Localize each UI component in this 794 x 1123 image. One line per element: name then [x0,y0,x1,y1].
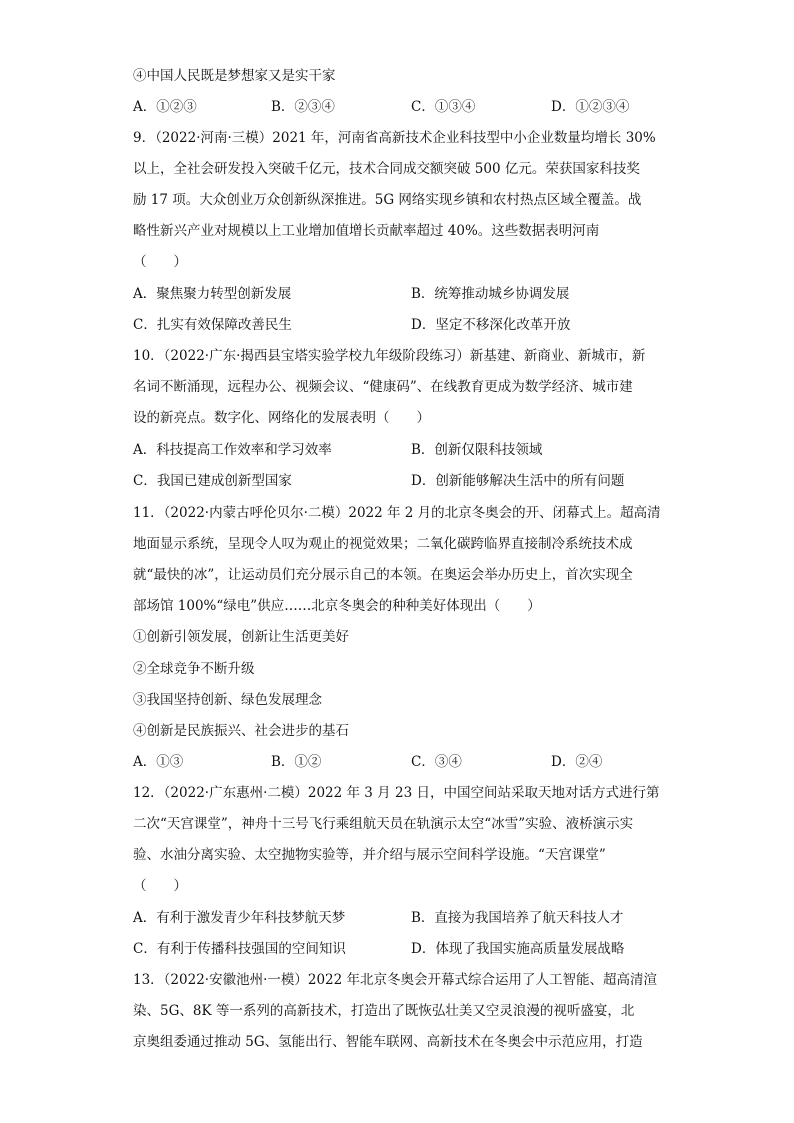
q11-option-a: A．①③ [133,754,184,770]
q13-stem-line: 13．（2022·安徽池州·一模）2022 年北京冬奥会开幕式综合运用了人工智能、超高清渲 [133,972,658,988]
q9-stem-line: 略性新兴产业对规模以上工业增加值增长贡献率超过 40%。这些数据表明河南 [133,223,600,239]
q10-stem-line: 设的新亮点。数字化、网络化的发展表明（ ） [133,410,430,426]
q12-option-a: A．有利于激发青少年科技梦航天梦 [133,910,346,926]
q11-stem-line: 部场馆 100%“绿电”供应……北京冬奥会的种种美好体现出（ ） [133,598,541,614]
q10-stem-line: 名词不断涌现，远程办公、视频会议、“健康码”、在线教育更成为数学经济、城市建 [133,379,633,395]
q8-option-d: D．①②③④ [551,99,630,115]
q8-option-a: A．①②③ [133,99,197,115]
q11-option-b: B．①② [271,754,322,770]
q12-stem-line: 验、水油分离实验、太空抛物实验等，并介绍与展示空间科学设施。“天宫课堂” [133,847,606,863]
q11-statement-3: ③我国坚持创新、绿色发展理念 [133,692,322,708]
q8-option-b: B．②③④ [271,99,335,115]
q11-option-d: D．②④ [551,754,603,770]
q9-stem-line: 以上，全社会研发投入突破千亿元，技术合同成交额突破 500 亿元。荣获国家科技奖 [133,161,640,177]
q11-stem-line: 就“最快的冰”，让运动员们充分展示自己的本领。在奥运会举办历史上，首次实现全 [133,567,633,583]
q9-option-b: B．统筹推动城乡协调发展 [411,286,570,302]
q9-option-d: D．坚定不移深化改革开放 [411,317,571,333]
q8-statement-4: ④中国人民既是梦想家又是实干家 [133,68,336,84]
q11-stem-line: 11．（2022·内蒙古呼伦贝尔·二模）2022 年 2 月的北京冬奥会的开、闭幕式上。超高清 [133,505,661,521]
q9-stem-line: 9．（2022·河南·三模）2021 年，河南省高新技术企业科技型中小企业数量均增长 30% [133,130,656,146]
q12-option-c: C．有利于传播科技强国的空间知识 [133,941,346,957]
q12-stem-line: 12．（2022·广东惠州·二模）2022 年 3 月 23 日，中国空间站采取天地对话方式进行第 [133,785,660,801]
q10-option-b: B．创新仅限科技领域 [411,442,543,458]
q12-answer-blank: （ ） [133,878,187,894]
q11-stem-line: 地面显示系统，呈现令人叹为观止的视觉效果；二氧化碳跨临界直接制冷系统技术成 [133,536,633,552]
q11-statement-2: ②全球竞争不断升级 [133,661,255,677]
q8-option-c: C．①③④ [411,99,476,115]
q10-stem-line: 10．（2022·广东·揭西县宝塔实验学校九年级阶段练习）新基建、新商业、新城市，新 [133,348,646,364]
q11-statement-1: ①创新引领发展，创新让生活更美好 [133,629,349,645]
q10-option-a: A．科技提高工作效率和学习效率 [133,442,332,458]
q9-answer-blank: （ ） [133,254,187,270]
q11-option-c: C．③④ [411,754,462,770]
q9-option-c: C．扎实有效保障改善民生 [133,317,292,333]
q12-option-d: D．体现了我国实施高质量发展战略 [411,941,625,957]
q10-option-c: C．我国已建成创新型国家 [133,473,292,489]
q10-option-d: D．创新能够解决生活中的所有问题 [411,473,625,489]
q12-stem-line: 二次“天宫课堂”，神舟十三号飞行乘组航天员在轨演示太空“冰雪”实验、液桥演示实 [133,816,634,832]
q13-stem-line: 染、5G、8K 等一系列的高新技术，打造出了既恢弘壮美又空灵浪漫的视听盛宴，北 [133,1003,635,1019]
q12-option-b: B．直接为我国培养了航天科技人才 [411,910,624,926]
q9-stem-line: 励 17 项。大众创业万众创新纵深推进。5G 网络实现乡镇和农村热点区域全覆盖。战 [133,192,642,208]
q13-stem-line: 京奥组委通过推动 5G、氢能出行、智能车联网、高新技术在冬奥会中示范应用，打造 [133,1034,643,1050]
q9-option-a: A．聚焦聚力转型创新发展 [133,286,292,302]
q11-statement-4: ④创新是民族振兴、社会进步的基石 [133,723,349,739]
